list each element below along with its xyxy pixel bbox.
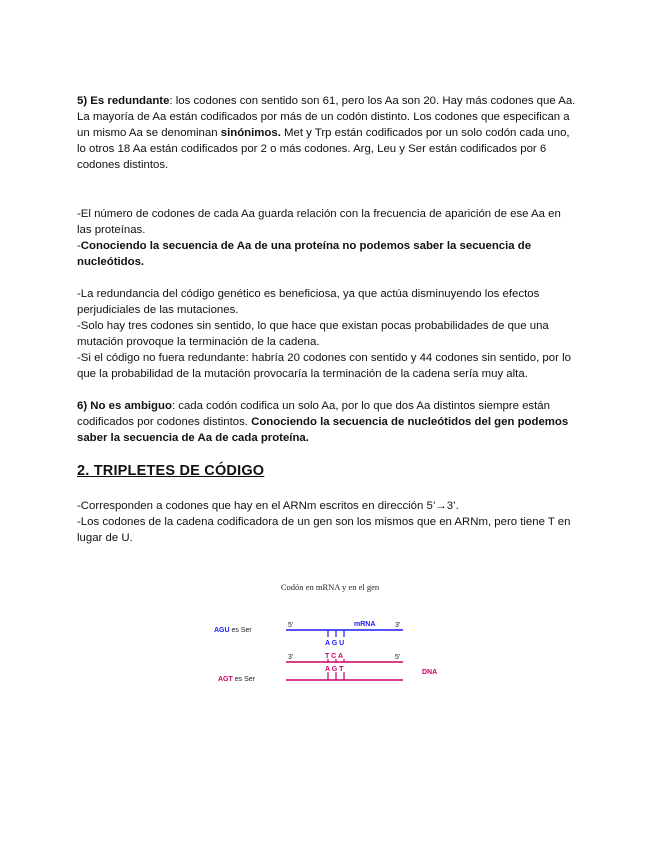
- five-prime-mrna: 5': [288, 622, 294, 629]
- paragraph-text: : cada codón codifica un solo Aa, por lo que dos Aa distintos siempre están codificados por codones distintos.: [77, 400, 550, 428]
- paragraph-no-ambiguo: [77, 398, 577, 446]
- codon-figure: [200, 582, 460, 692]
- mrna-aa-text: es Ser: [229, 627, 252, 634]
- paragraph-frecuencia: [77, 206, 577, 270]
- section-heading: 2. TRIPLETES DE CÓDIGO: [77, 463, 265, 479]
- paragraph-text: -El número de codones de cada Aa guarda relación con la frecuencia de aparición de ese Aa en las proteínas.: [77, 208, 561, 236]
- dna-aa-text: es Ser: [232, 676, 255, 683]
- paragraph-beneficios: [77, 286, 577, 382]
- paragraph-text: -Corresponden a codones que hay en el ARNm escritos en dirección 5’→3’.: [77, 500, 459, 512]
- paragraph-text: Met y Trp están codificados por un solo codón cada uno, lo otros 18 Aa están codificados por 2 o más codones. Arg, Leu y Ser están codificados por 6 codones distintos.: [77, 127, 570, 171]
- paragraph-bold-statement: Conociendo la secuencia de nucleótidos del gen podemos saber la secuencia de Aa de cada proteína.: [77, 416, 569, 444]
- mrna-codon-label: [214, 627, 252, 634]
- figure-title: Codón en mRNA y en el gen: [280, 582, 380, 592]
- paragraph-text: -Si el código no fuera redundante: habría 20 codones con sentido y 44 codones sin sentido, por lo que la probabilidad de la mutación provocaría la terminación de la cadena sería muy alta.: [77, 352, 571, 380]
- dna-codon: AGT: [218, 676, 233, 683]
- template-bases: T C A: [325, 653, 344, 660]
- coding-bases: A G T: [325, 666, 344, 673]
- dna-codon-label: [218, 676, 256, 683]
- dna-label: DNA: [422, 669, 438, 676]
- three-prime-dna: 3': [288, 654, 294, 661]
- paragraph-text: -La redundancia del código genético es beneficiosa, ya que actúa disminuyendo los efectos perjudiciales de las mutaciones.: [77, 288, 540, 316]
- codon-diagram: [200, 582, 460, 692]
- paragraph-bold-statement: Conociendo la secuencia de Aa de una proteína no podemos saber la secuencia de nucleótidos.: [77, 240, 532, 268]
- mrna-label: mRNA: [354, 621, 376, 628]
- three-prime-mrna: 3': [395, 622, 401, 629]
- paragraph-lead-no-ambiguo: 6) No es ambiguo: [77, 400, 172, 412]
- paragraph-lead-redundante: 5) Es redundante: [77, 95, 170, 107]
- paragraph-text: : los codones con sentido son 61, pero los Aa son 20. Hay más codones que Aa. La mayoría de Aa están codificados por más de un codón distinto. Los codones que especifican a un mismo Aa se denominan: [77, 95, 576, 139]
- dash: -: [77, 240, 81, 252]
- paragraph-redundante: [77, 93, 577, 173]
- paragraph-text: -Solo hay tres codones sin sentido, lo que hace que existan pocas probabilidades de que una mutación provoque la terminación de la cadena.: [77, 320, 549, 348]
- five-prime-dna: 5': [395, 654, 401, 661]
- paragraph-text: -Los codones de la cadena codificadora de un gen son los mismos que en ARNm, pero tiene T en lugar de U.: [77, 516, 571, 544]
- paragraph-tripletes: [77, 498, 577, 546]
- mrna-bases: A G U: [325, 640, 345, 647]
- mrna-codon: AGU: [214, 627, 230, 634]
- term-sinonimos: sinónimos.: [220, 127, 281, 139]
